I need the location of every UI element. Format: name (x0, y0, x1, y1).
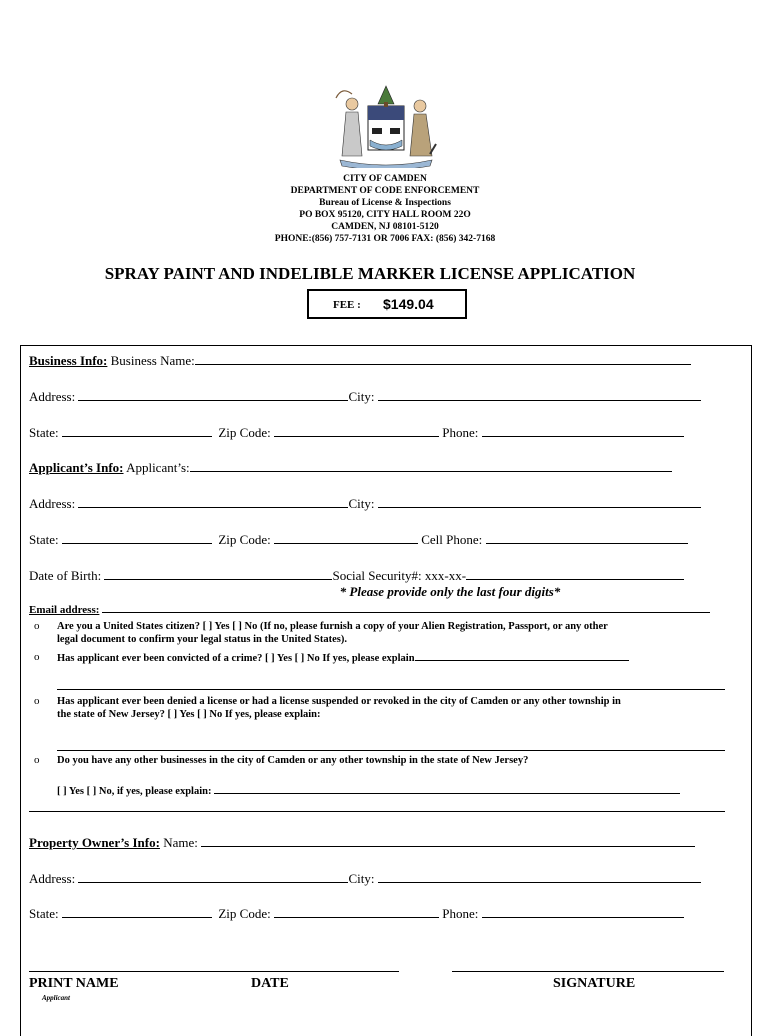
city-seal-logo (332, 84, 440, 168)
print-name-label: PRINT NAME (29, 976, 119, 991)
business-name-row (29, 352, 691, 370)
business-city-field[interactable] (378, 388, 701, 401)
header-city-state-zip: CAMDEN, NJ 08101-5120 (331, 222, 439, 232)
header-po-box: PO BOX 95120, CITY HALL ROOM 22O (299, 210, 471, 220)
question-citizen (57, 620, 608, 646)
email-field[interactable] (102, 604, 710, 613)
business-address-field[interactable] (78, 388, 348, 401)
applicant-dob-label: Date of Birth: (29, 568, 102, 583)
question-citizen-line1: Are you a United States citizen? [ ] Yes [ ] No (If no, please furnish a copy of your Alien Registration, Passport, or any other (57, 621, 608, 632)
owner-info-heading: Property Owner’s Info: (29, 835, 160, 850)
fee-box (307, 289, 467, 319)
question-crime-text: Has applicant ever been convicted of a crime? [ ] Yes [ ] No If yes, please explain (57, 653, 415, 664)
applicant-address-field[interactable] (78, 495, 348, 508)
business-zip-field[interactable] (274, 424, 439, 437)
q3-bullet: o (34, 695, 40, 707)
owner-name-field[interactable] (201, 834, 695, 847)
question-license-denied (57, 695, 621, 721)
form-title: SPRAY PAINT AND INDELIBLE MARKER LICENSE APPLICATION (104, 264, 636, 283)
fee-label: FEE : (333, 299, 361, 311)
applicant-name-label: Applicant’s: (126, 460, 190, 475)
fee-amount: $149.04 (383, 296, 434, 312)
header-department: DEPARTMENT OF CODE ENFORCEMENT (290, 186, 480, 196)
business-name-field[interactable] (195, 352, 691, 365)
owner-zip-label: Zip Code: (218, 906, 271, 921)
email-label: Email address: (29, 604, 100, 616)
business-state-row (29, 424, 684, 442)
applicant-city-field[interactable] (378, 495, 701, 508)
signature-line[interactable] (452, 971, 724, 972)
owner-name-label: Name: (163, 835, 198, 850)
crime-explain-line[interactable] (57, 689, 725, 690)
other-business-answer (57, 784, 680, 798)
applicant-ssn-field[interactable] (466, 567, 684, 580)
owner-name-row (29, 834, 695, 852)
other-business-explain-line[interactable] (29, 811, 725, 812)
owner-address-row (29, 870, 701, 888)
email-row (29, 604, 710, 616)
applicant-city-label: City: (348, 496, 375, 511)
owner-state-label: State: (29, 906, 59, 921)
q2-bullet: o (34, 651, 40, 663)
applicant-zip-label: Zip Code: (218, 532, 271, 547)
applicant-state-label: State: (29, 532, 59, 547)
ssn-note: * Please provide only the last four digits* (339, 584, 561, 599)
applicant-zip-field[interactable] (274, 531, 418, 544)
applicant-cell-label: Cell Phone: (421, 532, 483, 547)
applicant-name-row (29, 459, 672, 477)
owner-city-field[interactable] (378, 870, 701, 883)
applicant-caption: Applicant (42, 994, 71, 1002)
business-info-heading: Business Info: (29, 353, 108, 368)
applicant-dob-field[interactable] (104, 567, 332, 580)
question-crime (57, 651, 629, 665)
applicant-info-heading: Applicant’s Info: (29, 460, 124, 475)
applicant-address-label: Address: (29, 496, 76, 511)
applicant-dob-row (29, 567, 684, 585)
signature-label: SIGNATURE (553, 976, 636, 991)
owner-zip-field[interactable] (274, 905, 439, 918)
business-address-row (29, 388, 701, 406)
business-name-label: Business Name: (110, 353, 195, 368)
applicant-state-row (29, 531, 688, 549)
question-citizen-line2: legal document to confirm your legal status in the United States). (57, 634, 347, 645)
business-zip-label: Zip Code: (218, 425, 271, 440)
other-business-answer-text: [ ] Yes [ ] No, if yes, please explain: (57, 786, 212, 797)
business-phone-label: Phone: (442, 425, 479, 440)
applicant-name-field[interactable] (190, 459, 672, 472)
crime-explain-field[interactable] (415, 651, 629, 661)
form-frame (20, 345, 752, 1036)
business-phone-field[interactable] (482, 424, 684, 437)
q4-bullet: o (34, 754, 40, 766)
owner-address-field[interactable] (78, 870, 348, 883)
date-label: DATE (251, 976, 289, 991)
other-business-explain-field[interactable] (214, 784, 680, 794)
applicant-ssn-label: Social Security#: xxx-xx- (332, 568, 467, 583)
business-state-label: State: (29, 425, 59, 440)
business-city-label: City: (348, 389, 375, 404)
business-state-field[interactable] (62, 424, 212, 437)
owner-state-field[interactable] (62, 905, 212, 918)
applicant-state-field[interactable] (62, 531, 212, 544)
applicant-address-row (29, 495, 701, 513)
applicant-cell-field[interactable] (486, 531, 688, 544)
business-address-label: Address: (29, 389, 76, 404)
question-other-business: Do you have any other businesses in the city of Camden or any other township in the state of New Jersey? (57, 755, 529, 766)
owner-phone-label: Phone: (442, 906, 479, 921)
print-name-date-line[interactable] (29, 971, 399, 972)
owner-phone-field[interactable] (482, 905, 684, 918)
header-phone-fax: PHONE:(856) 757-7131 OR 7006 FAX: (856) 342-7168 (274, 234, 496, 244)
license-explain-line[interactable] (57, 750, 725, 751)
header-bureau: Bureau of License & Inspections (319, 198, 451, 208)
q1-bullet: o (34, 620, 40, 632)
question-license-line2: the state of New Jersey? [ ] Yes [ ] No If yes, please explain: (57, 709, 321, 720)
header-city: CITY OF CAMDEN (343, 174, 427, 184)
question-license-line1: Has applicant ever been denied a license or had a license suspended or revoked in the city of Camden or any other township in (57, 696, 621, 707)
owner-city-label: City: (348, 871, 375, 886)
owner-address-label: Address: (29, 871, 76, 886)
owner-state-row (29, 905, 684, 923)
